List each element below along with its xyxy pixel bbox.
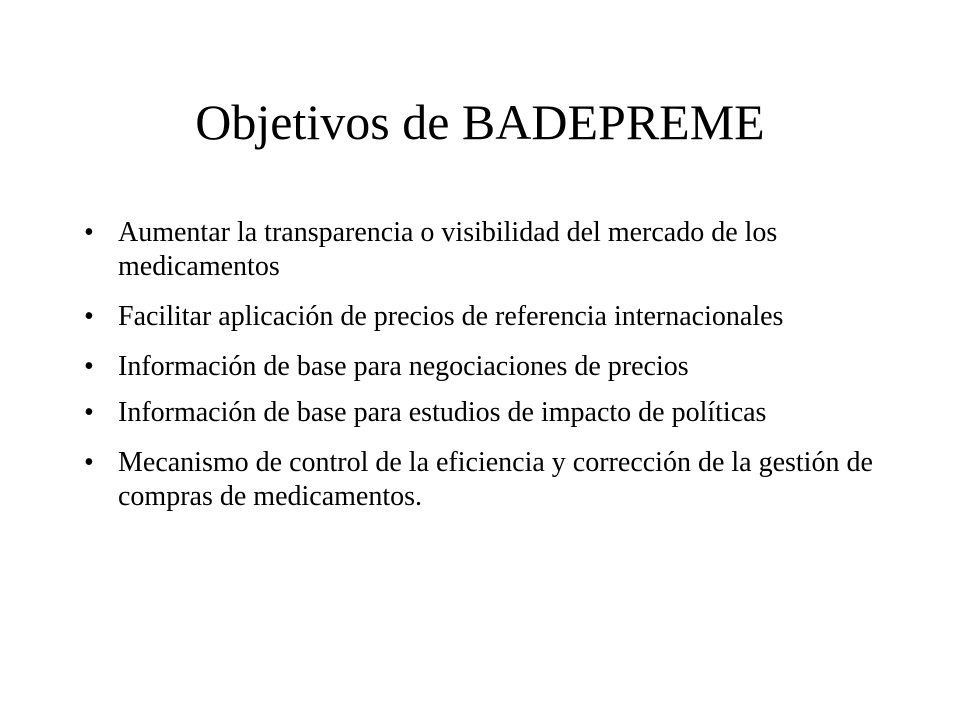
bullet-list [80,216,880,530]
bullet-icon: • [84,447,94,478]
bullet-item [80,396,880,430]
bullet-text: Información de base para estudios de impacto de políticas [118,397,767,428]
bullet-icon: • [84,301,94,332]
bullet-text: Facilitar aplicación de precios de referencia internacionales [118,301,784,332]
bullet-icon: • [84,397,94,428]
bullet-item [80,446,880,514]
slide-title: Objetivos de BADEPREME [195,94,765,150]
bullet-item [80,216,880,284]
bullet-icon: • [84,351,94,382]
bullet-icon: • [84,217,94,248]
bullet-text: Aumentar la transparencia o visibilidad del mercado de los medicamentos [118,217,778,282]
bullet-text: Mecanismo de control de la eficiencia y corrección de la gestión de compras de medicamentos. [118,447,873,512]
bullet-item [80,350,880,384]
bullet-item [80,300,880,334]
bullet-text: Información de base para negociaciones de precios [118,351,689,382]
